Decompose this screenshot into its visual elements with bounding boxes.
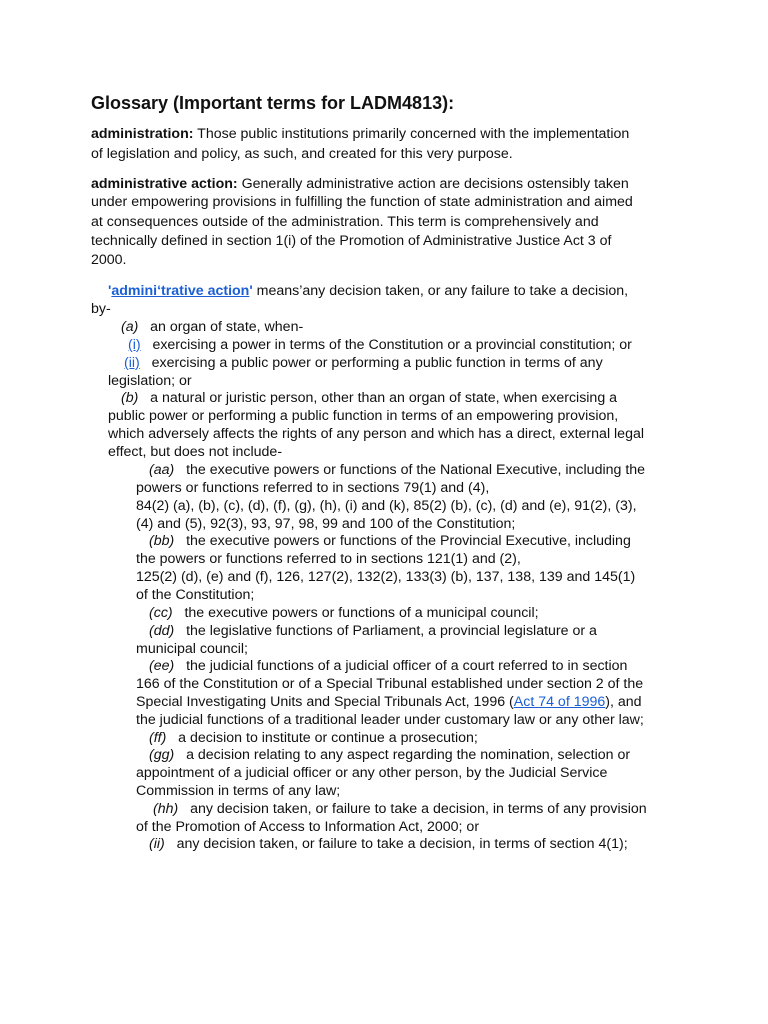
- term-administrative-action: [91, 175, 629, 193]
- clause-text: a decision relating to any aspect regarding the nomination, selection or: [186, 747, 631, 763]
- clause-text-line: legislation; or: [108, 373, 192, 389]
- clause-text: the judicial functions of a judicial officer of a court referred to in section: [186, 658, 628, 674]
- clause-cc: [149, 604, 539, 622]
- clause-text-line: effect, but does not include-: [108, 444, 283, 460]
- term-administration: [91, 125, 629, 143]
- clause-aa: [149, 461, 645, 479]
- clause-gg: [149, 746, 630, 764]
- clause-marker: (ff): [149, 730, 167, 746]
- definition-text-line: by-: [91, 301, 111, 317]
- term-definition: Those public institutions primarily concerned with the implementation: [197, 126, 630, 142]
- clause-marker: (ii): [149, 836, 165, 852]
- clause-text: ), and: [605, 694, 642, 710]
- term-definition-line: of legislation and policy, as such, and created for this very purpose.: [91, 146, 513, 162]
- clause-a: [121, 318, 303, 336]
- clause-ii-sub: [149, 835, 628, 853]
- page-title: Glossary (Important terms for LADM4813):: [91, 93, 455, 113]
- clause-marker: (hh): [153, 801, 179, 817]
- clause-text-line: 84(2) (a), (b), (c), (d), (f), (g), (h), (i) and (k), 85(2) (b), (c), (d) and (e), 91(2), (3),: [136, 498, 637, 514]
- clause-text-line: of the Constitution;: [136, 587, 255, 603]
- definition-text: means’any decision taken, or any failure to take a decision,: [252, 283, 629, 299]
- clause-text-line: of the Promotion of Access to Information Act, 2000; or: [136, 819, 480, 835]
- clause-text: an organ of state, when-: [150, 319, 304, 335]
- clause-text: a decision to institute or continue a prosecution;: [178, 730, 478, 746]
- clause-text-line: the powers or functions referred to in sections 121(1) and (2),: [136, 551, 521, 567]
- clause-text: any decision taken, or failure to take a decision, in terms of section 4(1);: [176, 836, 628, 852]
- clause-text: the executive powers or functions of a municipal council;: [184, 605, 539, 621]
- clause-text-line: appointment of a judicial officer or any other person, by the Judicial Service: [136, 765, 608, 781]
- clause-text: a natural or juristic person, other than an organ of state, when exercising a: [150, 390, 618, 406]
- clause-ff: [149, 729, 478, 747]
- term-label: administrative action:: [91, 176, 238, 192]
- clause-text-line: [136, 693, 642, 711]
- clause-text-line: 166 of the Constitution or of a Special Tribunal established under section 2 of the: [136, 676, 644, 692]
- clause-text: the executive powers or functions of the Provincial Executive, including: [186, 533, 631, 549]
- clause-marker: (bb): [149, 533, 175, 549]
- clause-text-line: which adversely affects the rights of any person and which has a direct, external legal: [108, 426, 645, 442]
- clause-dd: [149, 622, 597, 640]
- clause-text-line: Commission in terms of any law;: [136, 783, 341, 799]
- clause-ii: [124, 354, 603, 372]
- term-definition: Generally administrative action are decisions ostensibly taken: [241, 176, 629, 192]
- term-definition-line: 2000.: [91, 252, 127, 268]
- clause-text: the executive powers or functions of the National Executive, including the: [186, 462, 646, 478]
- clause-link[interactable]: (i): [128, 337, 141, 353]
- clause-i: [128, 336, 632, 354]
- clause-hh: [153, 800, 647, 818]
- clause-text: any decision taken, or failure to take a decision, in terms of any provision: [190, 801, 647, 817]
- clause-marker: (aa): [149, 462, 175, 478]
- clause-text: exercising a public power or performing a public function in terms of any: [151, 355, 603, 371]
- defined-term[interactable]: 'admini‘trative action': [108, 283, 253, 299]
- clause-b: [121, 389, 617, 407]
- act-74-of-1996-link[interactable]: Act 74 of 1996: [513, 694, 606, 710]
- clause-text: Special Investigating Units and Special Tribunals Act, 1996 (: [136, 694, 514, 710]
- term-definition-line: at consequences outside of the administration. This term is comprehensively and: [91, 214, 599, 230]
- clause-text-line: powers or functions referred to in sections 79(1) and (4),: [136, 480, 490, 496]
- clause-marker: (b): [121, 390, 139, 406]
- clause-text: exercising a power in terms of the Constitution or a provincial constitution; or: [152, 337, 632, 353]
- clause-text-line: (4) and (5), 92(3), 93, 97, 98, 99 and 100 of the Constitution;: [136, 516, 516, 532]
- clause-bb: [149, 532, 631, 550]
- clause-marker: (a): [121, 319, 139, 335]
- clause-marker: (ee): [149, 658, 175, 674]
- clause-text-line: municipal council;: [136, 641, 248, 657]
- defined-term-link[interactable]: admini‘trative action: [111, 283, 250, 299]
- clause-text-line: the judicial functions of a traditional leader under customary law or any other law;: [136, 712, 644, 728]
- definition-lead: [108, 282, 628, 300]
- clause-marker: (gg): [149, 747, 175, 763]
- term-label: administration:: [91, 126, 194, 142]
- term-definition-line: technically defined in section 1(i) of the Promotion of Administrative Justice Act 3 of: [91, 233, 612, 249]
- clause-text: the legislative functions of Parliament, a provincial legislature or a: [186, 623, 597, 639]
- clause-marker: (cc): [149, 605, 173, 621]
- clause-text-line: public power or performing a public function in terms of an empowering provision,: [108, 408, 619, 424]
- clause-ee: [149, 657, 627, 675]
- clause-text-line: 125(2) (d), (e) and (f), 126, 127(2), 132(2), 133(3) (b), 137, 138, 139 and 145(1): [136, 569, 636, 585]
- clause-marker: (dd): [149, 623, 175, 639]
- clause-link[interactable]: (ii): [124, 355, 140, 371]
- term-definition-line: under empowering provisions in fulfilling the function of state administration and aimed: [91, 194, 633, 210]
